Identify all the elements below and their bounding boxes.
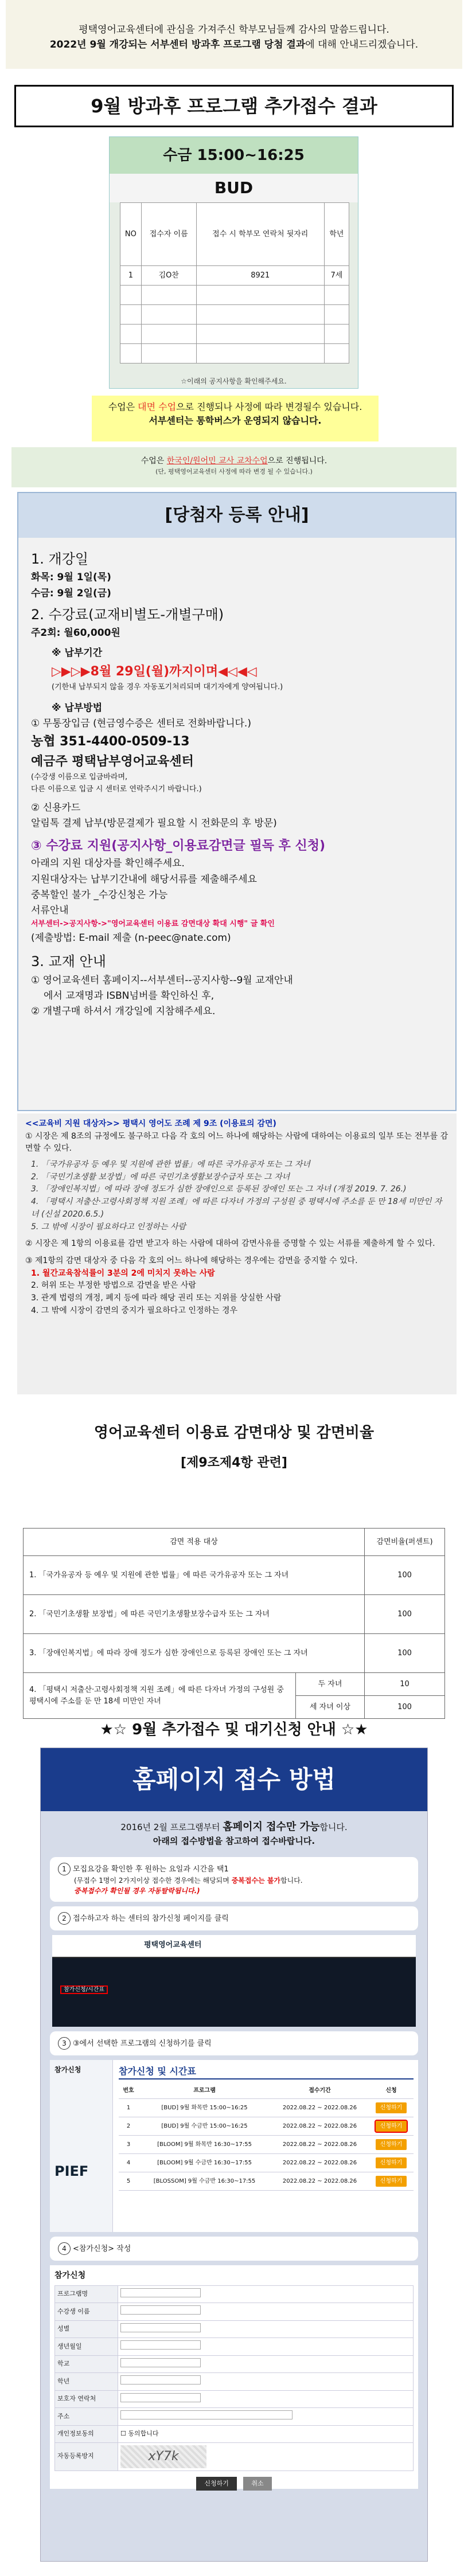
criteria-paragraph: ① 시장은 제 8조의 규정에도 불구하고 다음 각 호의 어느 하나에 해당하는 사람에 대하여는 이용료의 일부 또는 전부를 감면할 수 있다. xyxy=(25,1131,448,1154)
class-name: BUD xyxy=(110,174,358,202)
support-criteria xyxy=(17,1113,457,1394)
method-support: ③ 수강료 지원(공지사항_이용료감면글 필독 후 신청) xyxy=(31,839,326,854)
pief-logo: PIEF xyxy=(54,2163,89,2179)
table-row xyxy=(24,1595,445,1634)
section-fee: 2. 수강료(교재비별도-개별구매) xyxy=(31,606,224,623)
field-label: 보호자 연락처 xyxy=(55,2390,118,2408)
col-header: 번호 xyxy=(119,2083,138,2099)
submit-button[interactable]: 신청하기 xyxy=(196,2477,237,2491)
guide-step-2: 2 접수하고자 하는 센터의 참가신청 페이지를 클릭 xyxy=(50,1906,418,1930)
program-period: 2022.08.22 ~ 2022.08.26 xyxy=(271,2098,369,2117)
method-bank-transfer: ① 무통장입금 (현금영수증은 센터로 전화바랍니다.) xyxy=(31,717,251,729)
cancel-button[interactable]: 취소 xyxy=(243,2477,271,2491)
textbook-line: ② 개별구매 하셔서 개강일에 지참해주세요. xyxy=(31,1005,216,1017)
empty-cell xyxy=(120,305,142,325)
cell-name: 김O찬 xyxy=(141,266,196,286)
field-label: 학교 xyxy=(55,2355,118,2373)
criteria-sub: 3. 관계 법령의 개정, 폐지 등에 따라 해당 권리 또는 지위를 상실한 사람 xyxy=(31,1293,282,1303)
col-header: 프로그램 xyxy=(138,2083,271,2099)
bank-account: 농협 351-4400-0509-13 xyxy=(31,734,190,749)
table-row xyxy=(119,2098,414,2117)
discount-rate: 100 xyxy=(365,1634,445,1673)
step-number-icon: 2 xyxy=(58,1912,71,1925)
textbook-line: 에서 교재명과 ISBN넘버를 확인하신 후, xyxy=(44,990,214,1002)
field-label: 생년월일 xyxy=(55,2338,118,2356)
opening-line: 화목: 9월 1일(목) xyxy=(31,572,111,584)
list-title: 참가신청 및 시간표 xyxy=(119,2065,414,2079)
empty-cell xyxy=(120,344,142,363)
step-number-icon: 4 xyxy=(58,2242,71,2255)
deadline-label: ※ 납부기간 xyxy=(52,647,103,659)
captcha-image: xY7k xyxy=(120,2445,206,2468)
discount-subtitle: [제9조제4항 관련] xyxy=(181,1456,287,1470)
field-label: 자동등록방지 xyxy=(55,2442,118,2471)
discount-target: 2. 「국민기초생활 보장법」에 따른 국민기초생활보장수급자 또는 그 자녀 xyxy=(24,1595,365,1634)
program-name: [BLOOM] 9월 화목반 16:30~17:55 xyxy=(138,2135,271,2153)
class-time: 수금 15:00~16:25 xyxy=(110,137,358,174)
table-row xyxy=(119,2117,414,2135)
bank-note: (수강생 이름으로 입금바라며, xyxy=(31,773,128,782)
school-field[interactable] xyxy=(120,2358,201,2367)
program-no: 5 xyxy=(119,2172,138,2190)
list-sidebar: 참가신청 PIEF xyxy=(50,2060,113,2232)
criteria-item: 3. 「장애인복지법」에 따라 장애 정도가 심한 장애인으로 등록된 장애인 또는 그 자녀 (개정 2019. 7. 26.) xyxy=(31,1185,407,1194)
program-no: 3 xyxy=(119,2135,138,2153)
discount-rate: 100 xyxy=(365,1696,445,1719)
empty-cell xyxy=(141,305,196,325)
section-opening: 1. 개강일 xyxy=(31,551,89,567)
program-list-screenshot xyxy=(50,2060,418,2232)
criteria-sub: 1. 월간교육참석률이 3분의 2에 미치지 못하는 사람 xyxy=(31,1268,215,1278)
program-field[interactable] xyxy=(120,2288,201,2297)
table-row xyxy=(120,286,349,305)
apply-button[interactable]: 신청하기 xyxy=(376,2121,407,2132)
apply-button[interactable]: 신청하기 xyxy=(376,2139,407,2150)
discount-rate: 100 xyxy=(365,1595,445,1634)
site-logo: 평택영어교육센터 xyxy=(52,1935,416,1958)
discount-sub: 두 자녀 xyxy=(296,1673,365,1696)
table-row xyxy=(119,2172,414,2190)
support-email: (제출방법: E-mail 제출 (n-peec@nate.com) xyxy=(31,932,231,944)
site-menu xyxy=(52,1959,416,2027)
discount-table xyxy=(23,1528,445,1719)
consent-checkbox[interactable]: ☐ xyxy=(120,2429,128,2437)
support-detail: 서부센터->공지사항->"영어교육센터 이용료 감면대상 확대 시행" 글 확인 xyxy=(31,920,275,929)
section-textbook: 3. 교재 안내 xyxy=(31,953,106,970)
cell-grade: 7세 xyxy=(324,266,349,286)
bank-holder: 예금주 평택남부영어교육센터 xyxy=(31,755,194,769)
col-header: NO xyxy=(120,203,142,266)
site-screenshot xyxy=(52,1935,416,2027)
form-title: 참가신청 xyxy=(54,2270,86,2280)
field-label: 성별 xyxy=(55,2320,118,2338)
intro-line1: 평택영어교육센터에 관심을 가져주신 학부모님들께 감사의 말씀드립니다. xyxy=(79,24,389,36)
table-row xyxy=(119,2135,414,2153)
discount-target: 1. 「국가유공자 등 예우 및 지원에 관한 법률」에 따른 국가유공자 또는 그 자녀 xyxy=(24,1556,365,1595)
table-row xyxy=(120,266,349,286)
field-label: 주소 xyxy=(55,2408,118,2426)
support-detail: 지원대상자는 납부기간내에 해당서류를 제출해주세요 xyxy=(31,873,257,885)
empty-cell xyxy=(196,325,324,344)
table-row xyxy=(120,305,349,325)
guide-step-3: 3 ③에서 선택한 프로그램의 신청하기를 클릭 xyxy=(50,2031,418,2055)
deadline-value: ▷▶▷▶8월 29일(월)까지이며◀◁◀◁ xyxy=(52,664,257,679)
criteria-item: 4. 「평택시 저출산·고령사회정책 지원 조례」에 따른 다자녀 가정의 구성원 중 평택시에 주소를 둔 만 18세 미만인 자녀 (신설 2020.6.5.) xyxy=(31,1197,442,1219)
program-no: 2 xyxy=(119,2117,138,2135)
field-label: 수강생 이름 xyxy=(55,2303,118,2321)
empty-cell xyxy=(120,286,142,305)
col-header: 접수 시 학부모 연락처 뒷자리 xyxy=(196,203,324,266)
discount-rate: 100 xyxy=(365,1556,445,1595)
program-period: 2022.08.22 ~ 2022.08.26 xyxy=(271,2135,369,2153)
criteria-item: 1. 「국가유공자 등 예우 및 지원에 관한 법률」에 따른 국가유공자 또는 그 자녀 xyxy=(31,1160,310,1170)
empty-cell xyxy=(324,286,349,305)
empty-cell xyxy=(196,305,324,325)
criteria-sub: 2. 허위 또는 부정한 방법으로 감면을 받은 사람 xyxy=(31,1281,196,1291)
teacher-notice xyxy=(11,447,457,487)
program-no: 1 xyxy=(119,2098,138,2117)
textbook-line: ① 영어교육센터 홈페이지--서부센터--공지사항--9월 교재안내 xyxy=(31,974,293,986)
program-period: 2022.08.22 ~ 2022.08.26 xyxy=(271,2117,369,2135)
teacher-line1: 수업은 한국인/원어민 교사 교차수업으로 진행됩니다. xyxy=(141,456,327,466)
guide-step-1: 1 모집요강을 확인한 후 원하는 요일과 시간을 택1 (무접수 1명이 2가지이상 접수한 경우에는 해당되며 중복접수는 불가합니다. 중복접수가 확인될 경우 자동탈락됩니다.) xyxy=(50,1857,418,1902)
intro-line2: 2022년 9월 개강되는 서부센터 방과후 프로그램 당첨 결과에 대해 안내드리겠습니다. xyxy=(49,38,419,50)
cell-phone: 8921 xyxy=(196,266,324,286)
field-label: 개인정보동의 xyxy=(55,2425,118,2442)
gender-field[interactable] xyxy=(120,2323,201,2332)
program-name: [BUD] 9월 화목반 15:00~16:25 xyxy=(138,2098,271,2117)
homepage-guide xyxy=(40,1748,428,2562)
notice-line1: 수업은 대면 수업으로 진행되나 사정에 따라 변경될수 있습니다. xyxy=(108,401,362,412)
table-row xyxy=(120,344,349,363)
discount-rate: 10 xyxy=(365,1673,445,1696)
col-header: 접수기간 xyxy=(271,2083,369,2099)
program-name: [BLOOM] 9월 수금반 16:30~17:55 xyxy=(138,2153,271,2172)
method-card-detail: 알림톡 결제 납부(방문결제가 필요할 시 전화문의 후 방문) xyxy=(31,818,277,830)
notice-line2: 서부센터는 통학버스가 운영되지 않습니다. xyxy=(149,415,322,426)
col-header: 접수자 이름 xyxy=(141,203,196,266)
grade-field[interactable] xyxy=(120,2375,201,2385)
guide-intro: 2016년 2월 프로그램부터 홈페이지 접수만 가능합니다. 아래의 접수방법을 참고하여 접수바랍니다. xyxy=(120,1821,348,1846)
col-header: 감면비율(퍼센트) xyxy=(365,1529,445,1556)
program-period: 2022.08.22 ~ 2022.08.26 xyxy=(271,2153,369,2172)
step-number-icon: 1 xyxy=(58,1863,71,1875)
empty-cell xyxy=(141,286,196,305)
criteria-paragraph: ③ 제1항의 감면 대상자 중 다음 각 호의 어느 하나에 해당하는 경우에는 감면을 중지할 수 있다. xyxy=(25,1256,358,1265)
method-label: ※ 납부방법 xyxy=(52,702,103,714)
criteria-sub: 4. 그 밖에 시장이 감면의 중지가 필요하다고 인정하는 경우 xyxy=(31,1305,238,1315)
empty-cell xyxy=(324,305,349,325)
schedule-box xyxy=(109,136,358,389)
deadline-note: (기한내 납부되지 않을 경우 자동포기처리되며 대기자에게 양여됩니다.) xyxy=(52,682,283,691)
table-row xyxy=(120,325,349,344)
list-main xyxy=(119,2065,414,2191)
criteria-item: 2. 「국민기초생활 보장법」에 따른 국민기초생활보장수급자 또는 그 자녀 xyxy=(31,1172,290,1182)
cell-no: 1 xyxy=(120,266,142,286)
field-label: 학년 xyxy=(55,2373,118,2391)
winner-table xyxy=(120,202,349,363)
apply-button[interactable]: 신청하기 xyxy=(376,2176,407,2187)
address-field[interactable] xyxy=(120,2410,292,2419)
step-number-icon: 3 xyxy=(58,2037,71,2050)
parent-phone-field[interactable] xyxy=(120,2393,201,2402)
program-period: 2022.08.22 ~ 2022.08.26 xyxy=(271,2172,369,2190)
intro-banner xyxy=(6,0,462,69)
registration-title: [당첨자 등록 안내] xyxy=(18,493,455,538)
program-no: 4 xyxy=(119,2153,138,2172)
empty-cell xyxy=(196,286,324,305)
birthdate-field[interactable] xyxy=(120,2340,201,2350)
empty-cell xyxy=(141,325,196,344)
apply-button[interactable]: 신청하기 xyxy=(376,2157,407,2168)
program-name: [BLOSSOM] 9월 수금반 16:30~17:55 xyxy=(138,2172,271,2190)
bank-note: 다른 이름으로 입금 시 센터로 연락주시기 바랍니다.) xyxy=(31,785,202,794)
opening-line: 수금: 9월 2일(금) xyxy=(31,587,111,599)
table-row xyxy=(24,1673,445,1696)
page-title: 9월 방과후 프로그램 추가접수 결과 xyxy=(14,85,454,127)
application-form xyxy=(54,2285,414,2471)
schedule-note: ☆이래의 공지사항을 확인해주세요. xyxy=(181,377,287,385)
empty-cell xyxy=(324,325,349,344)
empty-cell xyxy=(196,344,324,363)
discount-target: 4. 「평택시 저출산·고령사회정책 지원 조례」에 따른 다자녀 가정의 구성원 중 평택시에 주소를 둔 만 18세 미만인 자녀 xyxy=(24,1673,296,1719)
criteria-paragraph: ② 시장은 제 1항의 이용료를 감면 받고자 하는 사람에 대하여 감면사유를 증명할 수 있는 서류를 제출하게 할 수 있다. xyxy=(25,1239,435,1249)
student-name-field[interactable] xyxy=(120,2305,201,2315)
discount-sub: 세 자녀 이상 xyxy=(296,1696,365,1719)
table-row xyxy=(24,1634,445,1673)
method-card: ② 신용카드 xyxy=(31,802,81,814)
program-name: [BUD] 9월 수금반 15:00~16:25 xyxy=(138,2117,271,2135)
table-row xyxy=(119,2153,414,2172)
discount-title: 영어교육센터 이용료 감면대상 및 감면비율 xyxy=(93,1424,375,1441)
empty-cell xyxy=(324,344,349,363)
empty-cell xyxy=(141,344,196,363)
empty-cell xyxy=(120,325,142,344)
guide-step-4: 4 <참가신청> 작성 xyxy=(50,2237,418,2261)
support-detail: 중복할인 불가 _수강신청은 가능 xyxy=(31,889,168,901)
table-row xyxy=(24,1556,445,1595)
registration-box xyxy=(17,492,457,1111)
fee-amount: 주2회: 월60,000원 xyxy=(31,627,120,639)
form-buttons xyxy=(54,2477,414,2491)
program-table xyxy=(119,2083,414,2191)
support-detail: 아래의 지원 대상자를 확인해주세요. xyxy=(31,858,185,870)
menu-apply-link[interactable]: 참가신청/시간표 xyxy=(60,1985,108,1994)
criteria-head: <<교육비 지원 대상자>> 평택시 영어도 조례 제 9조 (이용료의 감면) xyxy=(25,1119,276,1128)
field-label: 프로그램명 xyxy=(55,2285,118,2303)
consent-label: 동의합니다 xyxy=(128,2429,159,2437)
col-header: 신청 xyxy=(369,2083,414,2099)
col-header: 학년 xyxy=(324,203,349,266)
guide-header: 홈페이지 접수 방법 xyxy=(41,1748,427,1811)
class-notice xyxy=(92,396,379,441)
discount-target: 3. 「장애인복지법」에 따라 장애 정도가 심한 장애인으로 등록된 장애인 또는 그 자녀 xyxy=(24,1634,365,1673)
criteria-item: 5. 그 밖에 시장이 필요하다고 인정하는 사람 xyxy=(31,1222,186,1232)
support-detail: 서류안내 xyxy=(31,904,69,916)
application-form-screenshot xyxy=(50,2265,418,2489)
col-header: 감면 적용 대상 xyxy=(24,1529,365,1556)
apply-button[interactable]: 신청하기 xyxy=(376,2102,407,2113)
teacher-line2: (단, 평택영어교육센터 사정에 따라 변경 될 수 있습니다.) xyxy=(155,468,313,475)
additional-application-title: ★☆ 9월 추가접수 및 대기신청 안내 ☆★ xyxy=(100,1721,368,1738)
